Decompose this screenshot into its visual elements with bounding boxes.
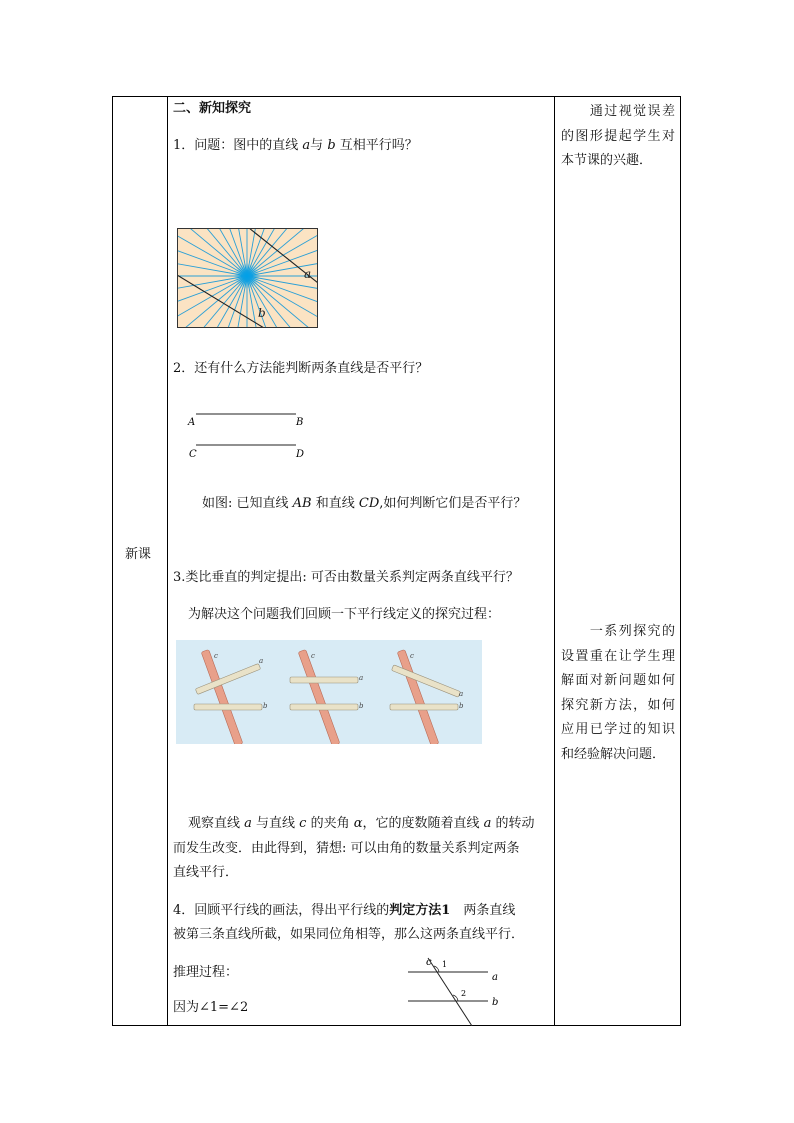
section-title: 二、新知探究 xyxy=(173,101,252,116)
svg-text:b: b xyxy=(263,702,268,710)
svg-text:b: b xyxy=(459,702,464,710)
svg-text:c: c xyxy=(410,652,414,660)
point-D-label: D xyxy=(296,449,305,460)
question-3-sub: 为解决这个问题我们回顾一下平行线定义的探究过程： xyxy=(188,607,501,622)
table-top-border xyxy=(112,96,681,97)
proof-title: 推理过程： xyxy=(173,965,239,980)
proof-line: 因为∠1=∠2 xyxy=(173,1000,249,1015)
question-4-line-1: 4．回顾平行线的画法，得出平行线的判定方法1 两条直线 xyxy=(173,903,516,918)
question-2: 2．还有什么方法能判断两条直线是否平行？ xyxy=(173,361,429,376)
table-divider-1 xyxy=(167,96,168,1026)
transversal-figure xyxy=(400,952,510,1026)
question-3: 3.类比垂直的判定提出: 可否由数量关系判定两条直线平行？ xyxy=(173,570,519,585)
table-right-border xyxy=(680,96,681,1026)
two-segments-figure xyxy=(183,405,313,465)
label-c: c xyxy=(426,957,432,968)
svg-text:a: a xyxy=(459,690,464,698)
svg-text:b: b xyxy=(359,702,364,710)
svg-text:a: a xyxy=(259,657,264,665)
svg-text:a: a xyxy=(359,674,364,682)
row-label: 新课 xyxy=(125,547,152,562)
question-2-detail: 如图: 已知直线 AB 和直线 CD,如何判断它们是否平行？ xyxy=(202,496,527,511)
observation-line-2: 而发生改变．由此得到，猜想: 可以由角的数量关系判定两条 xyxy=(173,841,520,856)
table-left-border xyxy=(112,96,113,1026)
svg-text:c: c xyxy=(214,652,218,660)
point-A-label: A xyxy=(188,417,196,428)
angle-1-label: 1 xyxy=(442,960,448,969)
observation-line-1: 观察直线 a 与直线 c 的夹角 α，它的度数随着直线 a 的转动 xyxy=(188,816,535,831)
angle-2-label: 2 xyxy=(461,989,467,998)
point-C-label: C xyxy=(189,449,197,460)
question-4-line-2: 被第三条直线所截，如果同位角相等，那么这两条直线平行． xyxy=(173,927,525,942)
label-a: a xyxy=(492,972,498,983)
question-1: 1．问题：图中的直线 a与 b 互相平行吗？ xyxy=(173,138,418,153)
sunburst-illusion-figure xyxy=(177,228,318,328)
side-note-2: 一系列探究的设置重在让学生理解面对新问题如何探究新方法，如何应用已学过的知识和经验解决问题． xyxy=(561,624,675,762)
label-b: b xyxy=(258,306,266,320)
table-divider-2 xyxy=(554,96,555,1026)
label-a: a xyxy=(304,267,312,281)
point-B-label: B xyxy=(296,417,304,428)
svg-text:c: c xyxy=(311,652,315,660)
side-note-1: 通过视觉误差的图形提起学生对本节课的兴趣． xyxy=(561,104,675,168)
observation-line-3: 直线平行． xyxy=(173,865,239,880)
label-b: b xyxy=(492,997,499,1008)
table-bottom-border xyxy=(112,1025,681,1026)
rotating-sticks-figure xyxy=(176,640,482,744)
